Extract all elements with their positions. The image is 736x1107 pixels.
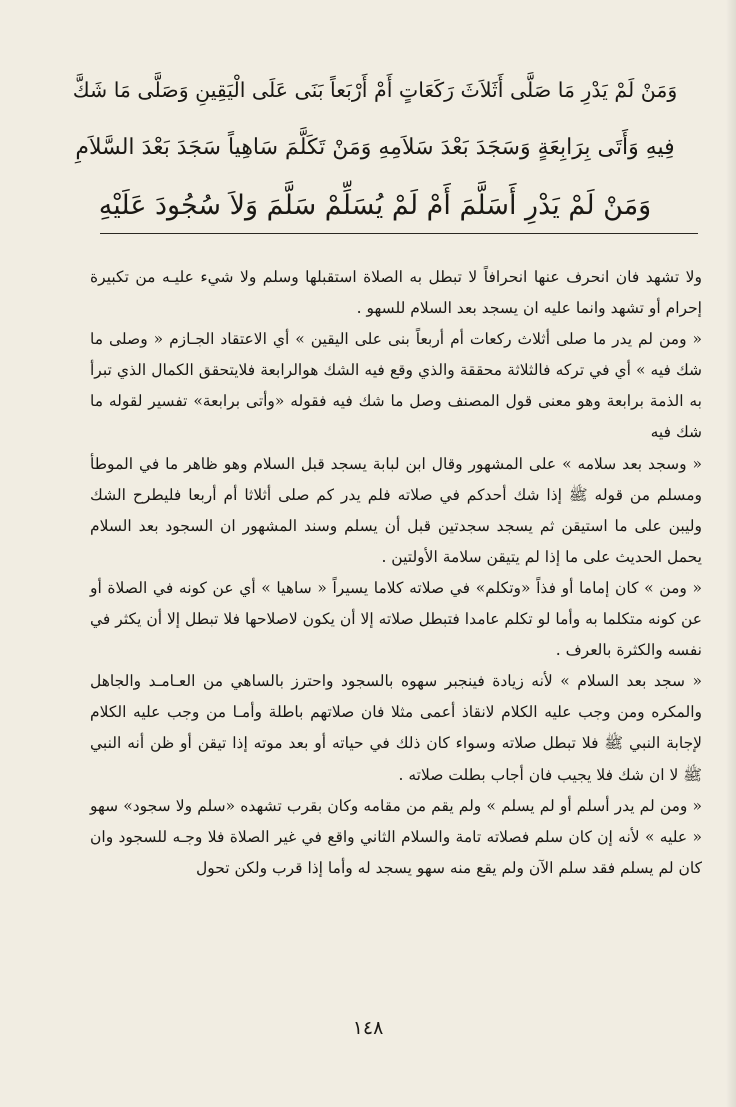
verse-line-2: فِيهِ وَأَتَى بِرَابِعَةٍ وَسَجَدَ بَعْدَ سَلاَمِهِ وَمَنْ تَكَلَّمَ سَاهِياً سَجَدَ بَعْدَ السَّلاَمِ [75, 135, 675, 160]
commentary-paragraph-2: « ومن لم يدر ما صلى أثلاث ركعات أم أربعاً بنى على اليقين » أي الاعتقاد الجـازم « وصلى ما شك فيه » أي في تركه فالثلاثة محققة والذي وقع فيه الشك هوالرابعة فلايتحقق الكمال الذي تبرأ به الذمة برابعة وهو معنى قول المصنف وصل ما شك فيه فقوله «وأتى برابعة» تفسير لقوله ما شك فيه [90, 330, 702, 442]
commentary-paragraph-4: « ومن » كان إماما أو فذاً «وتكلم» في صلاته كلاما يسيراً « ساهيا » أي عن كونه في الصلاة أو عن كونه متكلما به وأما لو تكلم عامدا فتبطل صلاته إلا أن يكون لاصلاحها فلا تبطل إلا أن يكثر في نفسه والكثرة بالعرف . [90, 578, 702, 660]
commentary-paragraph-6: « ومن لم يدر أسلم أو لم يسلم » ولم يقم من مقامه وكان بقرب تشهده «سلم ولا سجود» سهو « عليه » لأنه إن كان سلم فصلاته تامة والسلام الثاني واقع في غير الصلاة فلا وجـه للسجود وان كان لم يسلم فقد سلم الآن ولم يقع منه سهو يسجد له وأما إذا قرب ولكن تحول [90, 796, 702, 877]
commentary-paragraph-3: « وسجد بعد سلامه » على المشهور وقال ابن لبابة يسجد قبل السلام وهو ظاهر ما في الموطأ ومسلم من قوله ﷺ إذا شك أحدكم في صلاته فلم يدر كم صلى أثلاثا أم أربعا فليطرح الشك وليبن على ما استيقن ثم يسجد سجدتين قبل أن يسلم وسند المشهور ان السجود بعد السلام يحمل الحديث على ما إذا لم يتيقن سلامة الأولتين . [90, 454, 702, 566]
commentary-paragraph-5: « سجد بعد السلام » لأنه زيادة فينجبر سهوه بالسجود واحترز بالساهي من العـامـد والجاهل والمكره ومن وجب عليه الكلام لانقاذ أعمى مثلا فان صلاتهم باطلة وأمـا من وجب عليه الكلام لإجابة النبي ﷺ فلا تبطل صلاته وسواء كان ذلك في حياته أو بعد موته إذا تيقن أو ظن أنه النبي ﷺ لا ان شك فلا يجيب فان أجاب بطلت صلاته . [90, 672, 702, 784]
verse-line-3: وَمَنْ لَمْ يَدْرِ أَسَلَّمَ أَمْ لَمْ يُسَلِّمْ سَلَّمَ وَلاَ سُجُودَ عَلَيْهِ [98, 190, 652, 221]
verse-line-1: وَمَنْ لَمْ يَدْرِ مَا صَلَّى أَثَلاَثَ رَكَعَاتٍ أَمْ أَرْبَعاً بَنَى عَلَى الْيَقِينِ وَصَلَّى مَا شَكَّ [72, 78, 678, 102]
page-number: ١٤٨ [352, 1017, 384, 1039]
commentary-paragraph-1: ولا تشهد فان انحرف عنها انحرافاً لا تبطل به الصلاة استقبلها وسلم ولا شيء عليـه من تكبيرة إحرام أو تشهد وانما عليه ان يسجد بعد السلام للسهو . [90, 268, 702, 318]
separator-rule [100, 233, 698, 234]
page-edge-shadow [726, 0, 736, 1107]
commentary-text [90, 262, 702, 884]
